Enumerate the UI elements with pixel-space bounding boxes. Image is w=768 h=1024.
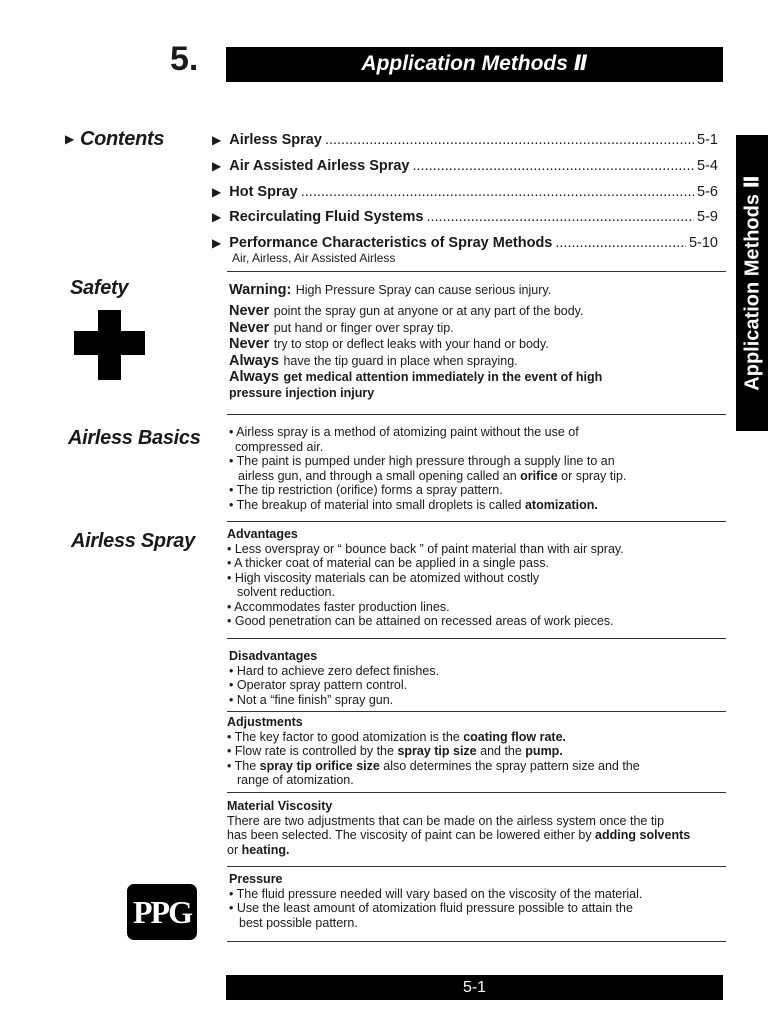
contents-heading: ▶ Contents bbox=[65, 128, 165, 150]
toc-item[interactable]: ▶ Recirculating Fluid Systems ..... 5-9 bbox=[212, 209, 718, 225]
viscosity-block: Material Viscosity There are two adjustments that can be made on the airless system once the tip has been selected. The viscosity of paint can be lowered either by adding solvents or heating. bbox=[227, 799, 691, 857]
airless-basics-heading: Airless Basics bbox=[68, 427, 201, 449]
first-aid-cross-icon bbox=[74, 331, 145, 355]
triangle-icon: ▶ bbox=[65, 132, 74, 146]
airless-spray-heading: Airless Spray bbox=[71, 530, 195, 552]
page-title: Application Methods Ⅱ bbox=[226, 47, 723, 82]
disadvantages-block: Disadvantages • Hard to achieve zero defect finishes. • Operator spray pattern control. • Not a “fine finish” spray gun. bbox=[229, 649, 440, 707]
airless-basics-text: • Airless spray is a method of atomizing paint without the use of compressed air. • The paint is pumped under high pressure through a supply line to an airless gun, and through a small opening called an orifice or spray tip. • The tip restriction (orifice) forms a spray pattern. • The breakup of material into small droplets is called atomization. bbox=[229, 425, 627, 512]
advantages-block: Advantages • Less overspray or “ bounce back ” of paint material than with air spray. • A thicker coat of material can be applied in a single pass. • High viscosity materials can be atomized without costly solvent reduction. • Accommodates faster production lines. • Good penetration can be attained on recessed areas of work pieces. bbox=[227, 527, 624, 628]
divider bbox=[227, 271, 726, 272]
side-tab bbox=[736, 135, 768, 431]
ppg-logo: PPG bbox=[127, 884, 197, 940]
divider bbox=[227, 866, 726, 867]
toc-item[interactable]: ▶ Hot Spray ..... 5-6 bbox=[212, 184, 718, 200]
page-number: 5-1 bbox=[226, 975, 723, 1000]
chapter-number: 5. bbox=[170, 40, 199, 78]
divider bbox=[227, 711, 726, 712]
divider bbox=[227, 521, 726, 522]
arrow-icon: ▶ bbox=[212, 236, 222, 250]
arrow-icon: ▶ bbox=[212, 185, 222, 199]
toc-item[interactable]: ▶ Performance Characteristics of Spray Methods ..... 5-10 bbox=[212, 235, 718, 251]
arrow-icon: ▶ bbox=[212, 159, 222, 173]
arrow-icon: ▶ bbox=[212, 133, 222, 147]
divider bbox=[227, 414, 726, 415]
toc-item[interactable]: ▶ Airless Spray ..... 5-1 bbox=[212, 132, 718, 148]
toc-subtitle: Air, Airless, Air Assisted Airless bbox=[232, 251, 396, 265]
adjustments-block: Adjustments • The key factor to good atomization is the coating flow rate. • Flow rate is controlled by the spray tip size and the pump. • The spray tip orifice size also determines the spray pattern size and the range of atomization. bbox=[227, 715, 640, 787]
toc-item[interactable]: ▶ Air Assisted Airless Spray ..... 5-4 bbox=[212, 158, 718, 174]
pressure-block: Pressure • The fluid pressure needed will vary based on the viscosity of the material. • Use the least amount of atomization fluid pressure possible to attain the best possible pattern. bbox=[229, 872, 643, 930]
divider bbox=[227, 638, 726, 639]
divider bbox=[227, 941, 726, 942]
arrow-icon: ▶ bbox=[212, 210, 222, 224]
safety-heading: Safety bbox=[70, 277, 129, 299]
side-tab-label: Application Methods Ⅱ bbox=[741, 175, 764, 391]
safety-block: Warning: High Pressure Spray can cause serious injury. Never point the spray gun at anyone or at any part of the body. Never put hand or finger over spray tip. Never try to stop or deflect leaks with your hand or body. Always have the tip guard in place when spraying. Always get medical attention immediately in the event of high pressure injection injury bbox=[229, 282, 603, 400]
divider bbox=[227, 792, 726, 793]
